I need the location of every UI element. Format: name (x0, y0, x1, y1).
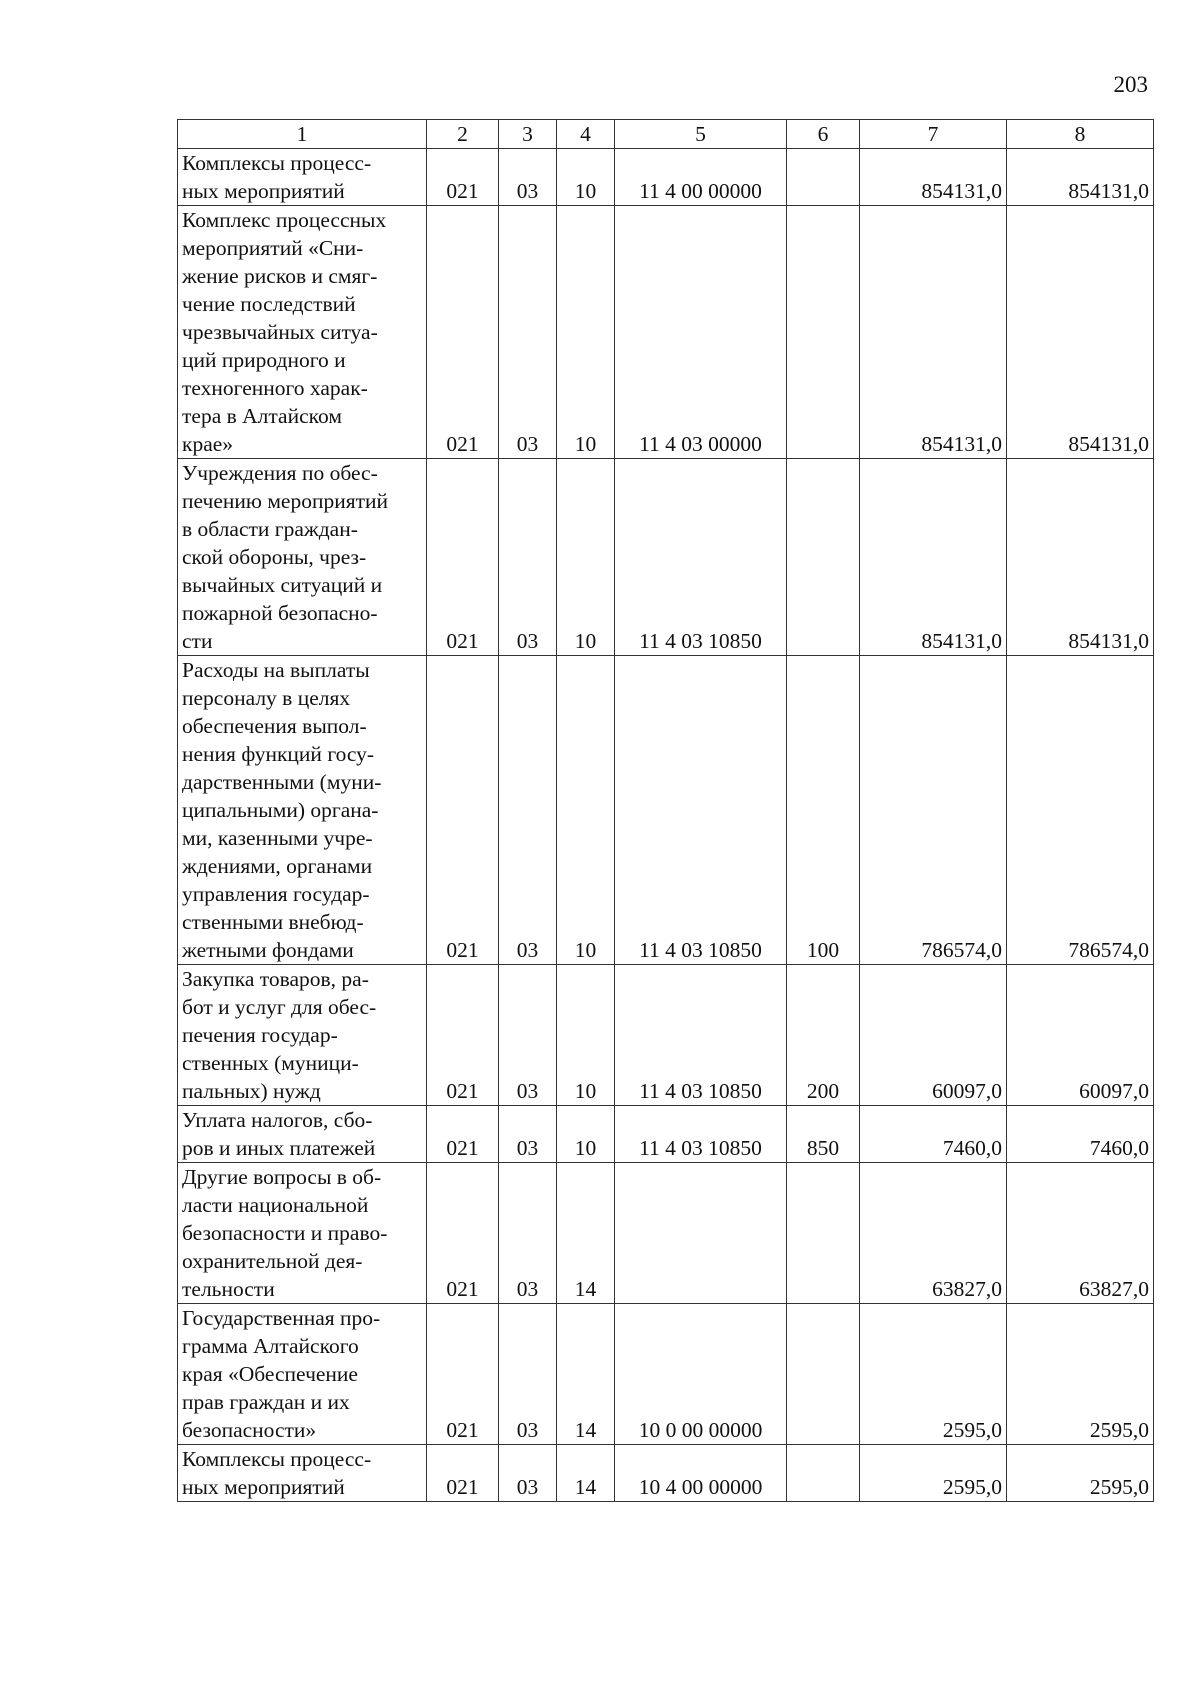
description-cell (178, 1445, 427, 1502)
description-line: тера в Алтайском (182, 404, 342, 428)
target-article-cell: 11 4 03 10850 (615, 656, 787, 965)
description-line: прав граждан и их (182, 1390, 350, 1414)
subchapter-cell: 14 (557, 1304, 615, 1445)
description-line: Другие вопросы в об- (182, 1165, 382, 1189)
table-row (178, 459, 1154, 656)
description-line: ственными внебюд- (182, 910, 364, 934)
description-line: сти (182, 629, 213, 653)
column-header: 5 (615, 120, 787, 149)
table-row (178, 1163, 1154, 1304)
description-line: края «Обеспечение (182, 1362, 358, 1386)
amount-cell: 854131,0 (1007, 459, 1154, 656)
amount-cell: 2595,0 (1007, 1304, 1154, 1445)
expense-type-cell (787, 149, 860, 206)
amount-cell: 854131,0 (1007, 206, 1154, 459)
target-article-cell: 11 4 03 00000 (615, 206, 787, 459)
description-line: Расходы на выплаты (182, 658, 370, 682)
description-line: тельности (182, 1277, 275, 1301)
description-cell (178, 1163, 427, 1304)
description-line: Государственная про- (182, 1306, 381, 1330)
header-row (178, 120, 1154, 149)
chapter-cell: 03 (499, 1304, 557, 1445)
description-line: безопасности и право- (182, 1221, 388, 1245)
description-line: ципальными) органа- (182, 798, 379, 822)
table-row (178, 206, 1154, 459)
chapter-cell: 03 (499, 149, 557, 206)
amount-cell: 786574,0 (1007, 656, 1154, 965)
description-line: техногенного харак- (182, 376, 368, 400)
subchapter-cell: 14 (557, 1445, 615, 1502)
description-line: ской обороны, чрез- (182, 545, 367, 569)
section-code-cell: 021 (427, 656, 499, 965)
description-cell (178, 206, 427, 459)
description-line: ждениями, органами (182, 854, 373, 878)
column-header: 1 (178, 120, 427, 149)
description-line: крае» (182, 432, 234, 456)
description-line: Комплексы процесс- (182, 151, 372, 175)
amount-cell: 2595,0 (860, 1445, 1007, 1502)
target-article-cell: 11 4 03 10850 (615, 965, 787, 1106)
description-line: печению мероприятий (182, 489, 389, 513)
description-line: управления государ- (182, 882, 370, 906)
description-line: Закупка товаров, ра- (182, 967, 369, 991)
table-row (178, 149, 1154, 206)
page-number: 203 (1113, 72, 1148, 97)
description-line: нения функций госу- (182, 742, 375, 766)
target-article-cell: 10 4 00 00000 (615, 1445, 787, 1502)
description-line: ров и иных платежей (182, 1136, 376, 1160)
section-code-cell: 021 (427, 459, 499, 656)
description-line: дарственными (муни- (182, 770, 382, 794)
section-code-cell: 021 (427, 149, 499, 206)
description-line: в области граждан- (182, 517, 358, 541)
section-code-cell: 021 (427, 1106, 499, 1163)
description-cell (178, 459, 427, 656)
description-cell (178, 149, 427, 206)
description-line: охранительной дея- (182, 1249, 363, 1273)
subchapter-cell: 10 (557, 965, 615, 1106)
description-line: жетными фондами (182, 938, 354, 962)
expense-type-cell: 850 (787, 1106, 860, 1163)
description-line: Учреждения по обес- (182, 461, 378, 485)
description-line: ных мероприятий (182, 179, 345, 203)
section-code-cell: 021 (427, 1163, 499, 1304)
amount-cell: 786574,0 (860, 656, 1007, 965)
column-header: 8 (1007, 120, 1154, 149)
description-line: персоналу в целях (182, 686, 351, 710)
amount-cell: 63827,0 (1007, 1163, 1154, 1304)
description-line: обеспечения выпол- (182, 714, 367, 738)
description-cell (178, 1106, 427, 1163)
description-line: жение рисков и смяг- (182, 264, 378, 288)
description-cell (178, 656, 427, 965)
amount-cell: 60097,0 (1007, 965, 1154, 1106)
column-header: 7 (860, 120, 1007, 149)
amount-cell: 2595,0 (860, 1304, 1007, 1445)
chapter-cell: 03 (499, 656, 557, 965)
description-line: ций природного и (182, 348, 346, 372)
section-code-cell: 021 (427, 1304, 499, 1445)
description-line: пальных) нужд (182, 1079, 321, 1103)
subchapter-cell: 10 (557, 459, 615, 656)
description-line: вычайных ситуаций и (182, 573, 383, 597)
amount-cell: 2595,0 (1007, 1445, 1154, 1502)
expense-type-cell: 200 (787, 965, 860, 1106)
expense-type-cell (787, 1304, 860, 1445)
column-header: 4 (557, 120, 615, 149)
description-line: Комплексы процесс- (182, 1447, 372, 1471)
amount-cell: 854131,0 (860, 149, 1007, 206)
description-line: Уплата налогов, сбо- (182, 1108, 373, 1132)
chapter-cell: 03 (499, 1445, 557, 1502)
column-header: 6 (787, 120, 860, 149)
description-line: безопасности» (182, 1418, 317, 1442)
description-line: грамма Алтайского (182, 1334, 359, 1358)
target-article-cell: 11 4 00 00000 (615, 149, 787, 206)
description-cell (178, 965, 427, 1106)
description-cell (178, 1304, 427, 1445)
table-row (178, 965, 1154, 1106)
target-article-cell: 10 0 00 00000 (615, 1304, 787, 1445)
description-line: чрезвычайных ситуа- (182, 320, 378, 344)
subchapter-cell: 10 (557, 1106, 615, 1163)
description-line: бот и услуг для обес- (182, 995, 377, 1019)
table-row (178, 656, 1154, 965)
description-line: Комплекс процессных (182, 208, 387, 232)
description-line: ласти национальной (182, 1193, 369, 1217)
target-article-cell (615, 1163, 787, 1304)
expense-type-cell: 100 (787, 656, 860, 965)
section-code-cell: 021 (427, 1445, 499, 1502)
target-article-cell: 11 4 03 10850 (615, 1106, 787, 1163)
description-line: ми, казенными учре- (182, 826, 373, 850)
chapter-cell: 03 (499, 1163, 557, 1304)
table-body (178, 149, 1154, 1502)
budget-table (177, 119, 1154, 1502)
column-header: 3 (499, 120, 557, 149)
amount-cell: 854131,0 (860, 206, 1007, 459)
amount-cell: 854131,0 (860, 459, 1007, 656)
chapter-cell: 03 (499, 965, 557, 1106)
chapter-cell: 03 (499, 206, 557, 459)
expense-type-cell (787, 1163, 860, 1304)
description-line: печения государ- (182, 1023, 338, 1047)
description-line: ственных (муници- (182, 1051, 359, 1075)
amount-cell: 854131,0 (1007, 149, 1154, 206)
amount-cell: 7460,0 (1007, 1106, 1154, 1163)
target-article-cell: 11 4 03 10850 (615, 459, 787, 656)
amount-cell: 63827,0 (860, 1163, 1007, 1304)
table-row (178, 1445, 1154, 1502)
description-line: чение последствий (182, 292, 356, 316)
description-line: пожарной безопасно- (182, 601, 378, 625)
expense-type-cell (787, 1445, 860, 1502)
subchapter-cell: 10 (557, 149, 615, 206)
description-line: ных мероприятий (182, 1475, 345, 1499)
subchapter-cell: 10 (557, 206, 615, 459)
chapter-cell: 03 (499, 459, 557, 656)
column-header: 2 (427, 120, 499, 149)
subchapter-cell: 14 (557, 1163, 615, 1304)
table-row (178, 1106, 1154, 1163)
expense-type-cell (787, 206, 860, 459)
section-code-cell: 021 (427, 206, 499, 459)
table-row (178, 1304, 1154, 1445)
chapter-cell: 03 (499, 1106, 557, 1163)
description-line: мероприятий «Сни- (182, 236, 364, 260)
section-code-cell: 021 (427, 965, 499, 1106)
amount-cell: 60097,0 (860, 965, 1007, 1106)
amount-cell: 7460,0 (860, 1106, 1007, 1163)
subchapter-cell: 10 (557, 656, 615, 965)
expense-type-cell (787, 459, 860, 656)
